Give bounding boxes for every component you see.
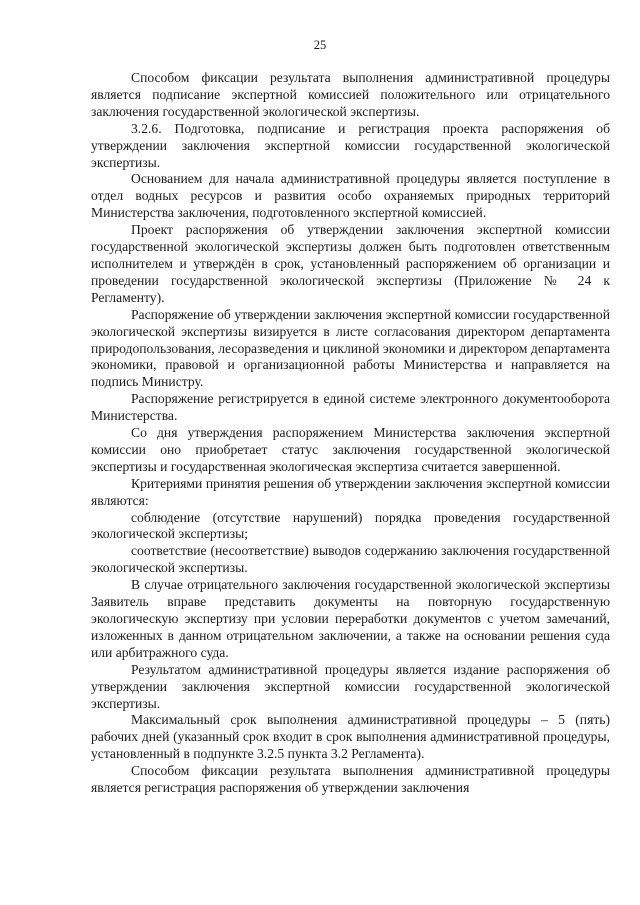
paragraph-order-approval-routing: Распоряжение об утверждении заключения экспертной комиссии государственной экологической экспертизы визируется в листе согласования директором департамента природопользования, лесоразведения и циклиной экономики и директором департамента экономики, правовой и организационной работы Министерства и направляется на подпись Министру.: [91, 306, 610, 390]
paragraph-section-3-2-6-heading: 3.2.6. Подготовка, подписание и регистрация проекта распоряжения об утверждении заключения экспертной комиссии государственной экологической экспертизы.: [91, 120, 610, 170]
paragraph-negative-conclusion: В случае отрицательного заключения государственной экологической экспертизы Заявитель вправе представить документы на повторную государственную экологическую экспертизу при условии переработки документов с учетом замечаний, изложенных в данном отрицательном заключении, а также на основании решения суда или арбитражного суда.: [91, 577, 610, 660]
paragraph-decision-criteria-intro: Критериями принятия решения об утверждении заключения экспертной комиссии являются:: [91, 475, 610, 508]
paragraph-max-duration: Максимальный срок выполнения административной процедуры – 5 (пять) рабочих дней (указанный срок входит в срок выполнения административной процедуры, установленный в подпункте 3.2.5 пункта 3.2 Регламента).: [91, 712, 610, 762]
paragraph-procedure-result: Результатом административной процедуры является издание распоряжения об утверждении заключения экспертной комиссии государственной экологической экспертизы.: [91, 661, 610, 711]
paragraph-draft-order-preparation: Проект распоряжения об утверждении заключения экспертной комиссии государственной экологической экспертизы должен быть подготовлен ответственным исполнителем и утверждён в срок, установленный распоряжением об организации и проведении государственной экологической экспертизы (Приложение № 24 к Регламенту).: [91, 222, 610, 305]
paragraph-criterion-correspondence: соответствие (несоответствие) выводов содержанию заключения государственной экологической экспертизы.: [91, 543, 610, 576]
paragraph-conclusion-status: Со дня утверждения распоряжением Министерства заключения экспертной комиссии оно приобретает статус заключения государственной экологической экспертизы и государственная экологическая экспертиза считается завершенной.: [91, 425, 610, 474]
paragraph-order-registration: Распоряжение регистрируется в единой системе электронного документооборота Министерства.: [91, 391, 610, 424]
page-number: 25: [313, 38, 327, 52]
paragraph-fixation-method: Способом фиксации результата выполнения административной процедуры является подписание экспертной комиссией положительного или отрицательного заключения государственной экологической экспертизы.: [91, 70, 610, 119]
paragraph-fixation-method-registration: Способом фиксации результата выполнения административной процедуры является регистрация распоряжения об утверждении заключения: [91, 763, 610, 796]
body-text: [91, 70, 610, 797]
paragraph-criterion-compliance: соблюдение (отсутствие нарушений) порядка проведения государственной экологической экспертизы;: [91, 509, 610, 542]
paragraph-procedure-basis: Основанием для начала административной процедуры является поступление в отдел водных ресурсов и развития особо охраняемых природных территорий Министерства заключения, подготовленного экспертной комиссией.: [91, 171, 610, 221]
